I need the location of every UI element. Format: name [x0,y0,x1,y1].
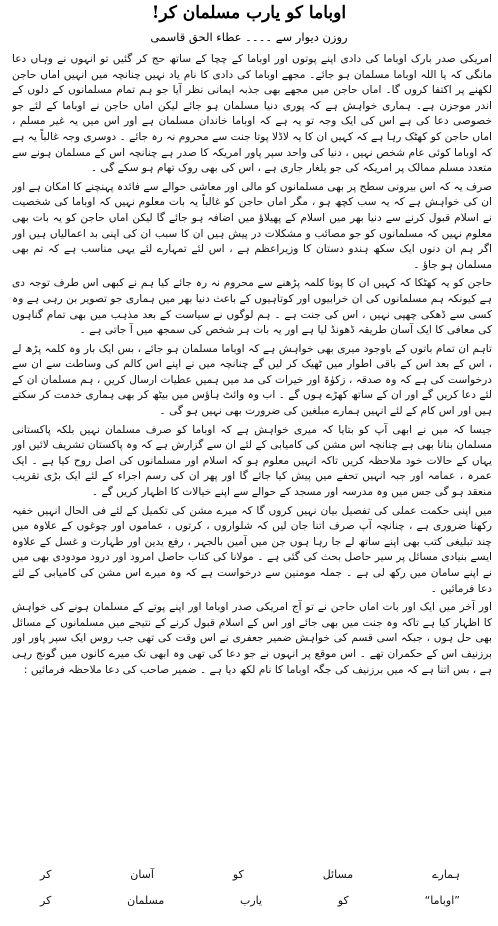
poem-word: یارب [240,894,263,907]
poem-word: مسائل [322,868,354,881]
poem-word: کو [337,894,349,907]
article-byline: روزن دیوار سے ۔۔۔۔ عطاء الحق قاسمی [150,30,348,44]
article-paragraph: تاہم ان تمام باتوں کے باوجود میری بھی خواہش ہے کہ اوباما مسلمان ہو جائے ، بس ایک بار وہ کلمہ پڑھ لے ، اس کے بعد اس کے باقی اطوار میں ٹھیک کر لیں گے چنانچہ میں نے اپنے اس کالم کی وساطت سے ان سے درخواست کی ہے کہ وہ صدقہ ، زکوٰۃ اور خیرات کی مد میں ہمیں عطیات ارسال کریں ، ہم مسلمان ان کے لئے دعا کریں گے اور ان کے ساتھ کھڑے ہوں گے ۔ اب وہ وائٹ ہاؤس میں بیٹھ کر بھی ہماری خدمت کر سکتے ہیں اور اس کام کے لئے انہیں ہمارے مبلغین کی ضرورت بھی نہیں ہو گی ۔ [12,342,492,418]
article-paragraph: صرف یہ کہ اس بیرونی سطح پر بھی مسلمانوں کو مالی اور معاشی حوالے سے فائدہ پہنچنے کا امکان ہے اور ان کی خواہش ہے کہ یہ سب کچھ ہو ، مگر اماں حاجن کو غالباً یہ بات معلوم نہیں کہ اوباما کی شخصیت نے اسلام قبول کرنے سے دنیا بھر میں اسلام کے پھیلاؤ میں اضافہ ہو جائے گا لیکن اماں حاجن کو یہ بات بھی معلوم نہیں کہ مسلمانوں کو جو مصائب و مشکلات در پیش ہیں ان کا سبب ان کی اپنی بد اعمالیاں ہیں اور اگر ہم ان دنوں ایک سکھ ہندو دستان کا وزیراعظم ہے ، اس لئے تمہارے لئے یہی مناسب ہے کہ تم بھی مسلمان ہو جاؤ ۔ [12,180,492,271]
poem-word: کو [232,868,244,881]
article-paragraph: اور آخر میں ایک اور بات اماں حاجن نے تو آج امریکی صدر اوباما اور اپنے پوتے کے مسلمان ہونے کی خواہش کا اظہار کیا ہے تاکہ وہ جنت میں بھی جائے اور اس کے اسلام قبول کرنے کے نتیجے میں مسلمانوں کے مسائل بھی حل ہوں ، جبکہ اسی قسم کی خواہش ضمیر جعفری نے اس وقت کی تھی جب روس ایک سپر پاور اور برزنیف اس کے حکمران تھے ۔ اس موقع پر انہوں نے جو دعا کی تھی وہ ابھی تک میرے کانوں میں گونج رہی ہے ، بس اتنا ہے کہ میں برزنیف کی جگہ اوباما کا نام لکھ دیا ہے ۔ ضمیر صاحب کی دعا ملاحظہ فرمائیں : [12,601,492,676]
poem-word: کر [40,868,52,881]
poem-couplet [40,862,460,922]
article-title: اوباما کو یارب مسلمان کر! [151,3,347,23]
poem-word: آسان [130,868,154,881]
poem-word: کر [40,894,52,907]
poem-line-2 [40,888,460,914]
poem-word: ہمارے [432,868,460,881]
article-paragraph: میں اپنی حکمت عملی کی تفصیل بیان نہیں کروں گا کہ میرے مشن کی تکمیل کے لئے فی الحال انہیں خفیہ رکھنا ضروری ہے ، چنانچہ آپ صرف اتنا جان لیں کہ شلواروں ، کرتوں ، عماموں اور چوغوں کے علاوہ میں چند تبلیغی کتب بھی اپنے ساتھ لے جا رہا ہوں جن میں آمین بالجہر ، رفع یدین اور طہارت و غسل کے علاوہ ایسے بنیادی مسائل پر سیر حاصل بحث کی گئی ہے ۔ مولانا کی کتاب حاصل امرود اور درود مودودی بھی میں نے اپنے سامان میں رکھ لی ہے ۔ جملہ مومنین سے درخواست ہے کہ وہ میرے اس مشن کی کامیابی کے لئے دعا فرمائیں ۔ [12,504,492,595]
article-paragraph: جیسا کہ میں نے ابھی آپ کو بتایا کہ میری خواہش ہے کہ اوباما کو صرف مسلمان نہیں بلکہ پاکستانی مسلمان بنانا بھی ہے چنانچہ اس مشن کی کامیابی کے لئے ان سے گزارش ہے کہ وہ پاکستان تشریف لائیں اور یہاں کے حالات خود ملاحظہ کریں تاکہ انہیں معلوم ہو کہ اسلام اور مسلمانوں کی اصل روح کیا ہے ۔ ایک عمرہ ، عمامہ اور جبہ انہیں تحفے میں پیش کیا جائے گا اور پھر ان کی رسم اجراء کے لئے ایک بڑی تقریب منعقد ہو گی جس میں وہ مدرسہ اور مسجد کے حوالے سے اپنے خیالات کا اظہار کریں گے ۔ [12,423,492,499]
poem-line-1 [40,862,460,888]
article-paragraph: امریکی صدر بارک اوباما کی دادی اپنے پوتوں اور اوباما کے چچا کے ساتھ حج کر گئیں تو انہوں نے وہاں دعا مانگی کہ یا اللہ اوباما مسلمان ہو جائے۔ مجھے اوباما کی دادی کا نام یاد نہیں چنانچہ میں انہیں اماں حاجن لکھنے پر اکتفا کروں گا۔ اماں حاجن میں مجھے بھی جذبہ ایمانی نظر آیا جو ہم تمام مسلمانوں کے دلوں کے اندر موجزن ہے۔ ہماری خواہش ہے کہ پوری دنیا مسلمان ہو جائے لیکن اماں حاجن نے اوباما کے لئے جو خصوصی دعا کی ہے اس کی ایک وجہ تو یہ ہے کہ اوباما خاندان مسلمان ہے اور اس میں یہ غیر مسلم ، اماں حاجن کو کھٹک رہا ہے کہ کہیں ان کا یہ لاڈلا پوتا جنت سے محروم نہ رہ جائے ۔ دوسری وجہ غالباً یہ ہے کہ اوباما کوئی عام شخص نہیں ، دنیا کی واحد سپر پاور امریکہ کا صدر ہے چنانچہ اس کے مسلمان ہونے سے متعدد مسلم ممالک پر امریکہ کی جو یلغار جاری ہے ، اس کی بھی روک تھام ہو سکے گی ۔ [12,53,492,175]
poem-word: ”اوباما“ [424,894,460,907]
poem-word: مسلمان [127,894,165,907]
article-body [12,52,492,820]
article-paragraph: حاجن کو یہ کھٹکا کہ کہیں ان کا پوتا کلمہ پڑھنے سے محروم نہ رہ جائے کیا ہم نے کبھی اس طرف توجہ دی ہے کیونکہ ہم مسلمانوں کی ان خرابیوں اور کوتاہیوں کے باعث دنیا بھر میں ہماری جو تصویر بن رہی ہے وہ کسی سے ڈھکی چھپی نہیں ، اس کی جنت ہے ۔ ہم لوگوں نے سیاست کے بعد مذہب میں بھی تمام گناہوں کی معافی کا ایک آسان طریقہ ڈھونڈ لیا ہے اور یہ بات ہر شخص کی سمجھ میں آ جاتی ہے ۔ [12,277,492,337]
